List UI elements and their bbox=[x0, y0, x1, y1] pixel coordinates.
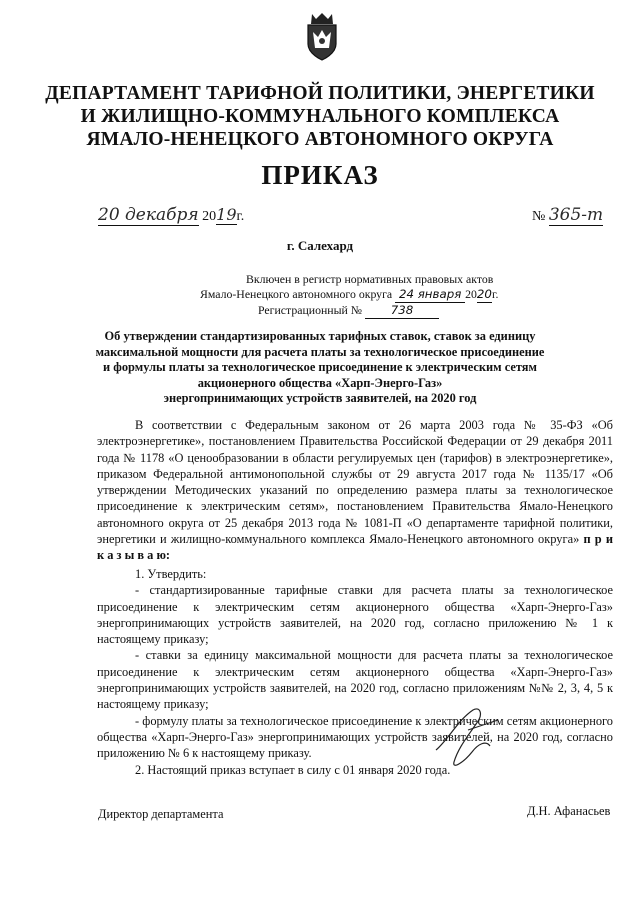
registry-year-prefix: 20 bbox=[465, 287, 477, 301]
registry-date: 24 января bbox=[395, 287, 465, 303]
order-date-suffix: г. bbox=[236, 209, 245, 224]
subject-line-3: и формулы платы за технологическое присоединение к электрическим сетям bbox=[103, 360, 537, 375]
registry-suffix: г. bbox=[491, 287, 499, 301]
header-line-2: И ЖИЛИЩНО-КОММУНАЛЬНОГО КОМПЛЕКСА bbox=[80, 106, 560, 127]
signatory-name: Д.Н. Афанасьев bbox=[527, 804, 611, 818]
signature-icon bbox=[428, 700, 508, 775]
registry-stamp bbox=[200, 272, 540, 319]
signatory-position: Директор департамента bbox=[98, 807, 224, 821]
item-1-title: 1. Утвердить: bbox=[135, 567, 207, 581]
registry-line-1: Включен в регистр нормативных правовых актов bbox=[246, 272, 494, 286]
item-1-b: - ставки за единицу максимальной мощности для расчета платы за технологическое присоединение к электрическим сетям акционерного общества «Харп-Энерго-Газ» энергопринимающих устройств заявителей, на 2020 год, согласно приложениям №№ 2, 3, 4, 5 к настоящему приказу; bbox=[97, 648, 613, 712]
subject-line-1: Об утверждении стандартизированных тарифных ставок, ставок за единицу bbox=[104, 329, 536, 343]
item-2: 2. Настоящий приказ вступает в силу с 01 января 2020 года. bbox=[135, 762, 451, 777]
subject-line-2: максимальной мощности для расчета платы за технологическое присоединение bbox=[95, 344, 545, 359]
order-number bbox=[532, 205, 603, 226]
header-line-1: ДЕПАРТАМЕНТ ТАРИФНОЙ ПОЛИТИКИ, ЭНЕРГЕТИКИ bbox=[45, 83, 595, 104]
registry-number-label: Регистрационный № bbox=[258, 303, 363, 317]
registry-line-2-text: Ямало-Ненецкого автономного округа bbox=[200, 287, 393, 301]
department-header bbox=[0, 82, 640, 151]
registry-year: 20 bbox=[476, 287, 492, 301]
preamble-text: В соответствии с Федеральным законом от 26 марта 2003 года № 35-ФЗ «Об электроэнергетике», постановлением Правительства Российской Федерации от 29 декабря 2011 года № 1178 «О ценообразовании в области регулируемых цен (тарифов) в электроэнергетике», приказом Федеральной антимонопольной службы от 29 августа 2017 года № 1135/17 «Об утверждении Методических указаний по определению размера платы за технологическое присоединение к электрическим сетям», постановлением Правительства Ямало-Ненецкого автономного округа от 25 декабря 2013 года № 1081-П «О департаменте тарифной политики, энергетики и жилищно-коммунального комплекса Ямало-Ненецкого автономного округа» bbox=[97, 418, 613, 547]
order-date-year-prefix: 20 bbox=[202, 209, 217, 224]
header-line-3: ЯМАЛО-НЕНЕЦКОГО АВТОНОМНОГО ОКРУГА bbox=[86, 129, 554, 150]
order-number-value: 365-т bbox=[548, 205, 604, 225]
doc-type-title: ПРИКАЗ bbox=[261, 160, 379, 190]
coat-of-arms-icon bbox=[300, 10, 344, 62]
subject-line-5: энергопринимающих устройств заявителей, на 2020 год bbox=[163, 391, 477, 406]
order-date-day-month: 20 декабря bbox=[98, 205, 199, 225]
item-1-a: - стандартизированные тарифные ставки для расчета платы за технологическое присоединение к электрическим сетям акционерного общества «Харп-Энерго-Газ» энергопринимающих устройств заявителей, на 2020 год, согласно приложению № 1 к настоящему приказу; bbox=[97, 583, 613, 647]
subject-line-4: акционерного общества «Харп-Энерго-Газ» bbox=[197, 375, 443, 390]
registry-line-3 bbox=[200, 303, 540, 319]
preamble-ending: п р и к а з ы в а ю: bbox=[97, 532, 613, 563]
order-subject bbox=[0, 329, 640, 407]
registry-number-value: 738 bbox=[365, 303, 439, 319]
city: г. Салехард bbox=[286, 238, 354, 253]
order-date bbox=[98, 205, 244, 226]
order-date-year: 19 bbox=[216, 205, 237, 224]
item-1-c: - формулу платы за технологическое присоединение к электрическим сетям акционерного общества «Харп-Энерго-Газ» энергопринимающих устройств заявителей, на 2020 год, согласно приложению № 6 к настоящему приказу. bbox=[97, 713, 613, 761]
order-items bbox=[97, 566, 613, 778]
order-number-prefix: № bbox=[532, 209, 546, 224]
registry-line-2 bbox=[200, 287, 540, 303]
preamble bbox=[97, 417, 613, 564]
